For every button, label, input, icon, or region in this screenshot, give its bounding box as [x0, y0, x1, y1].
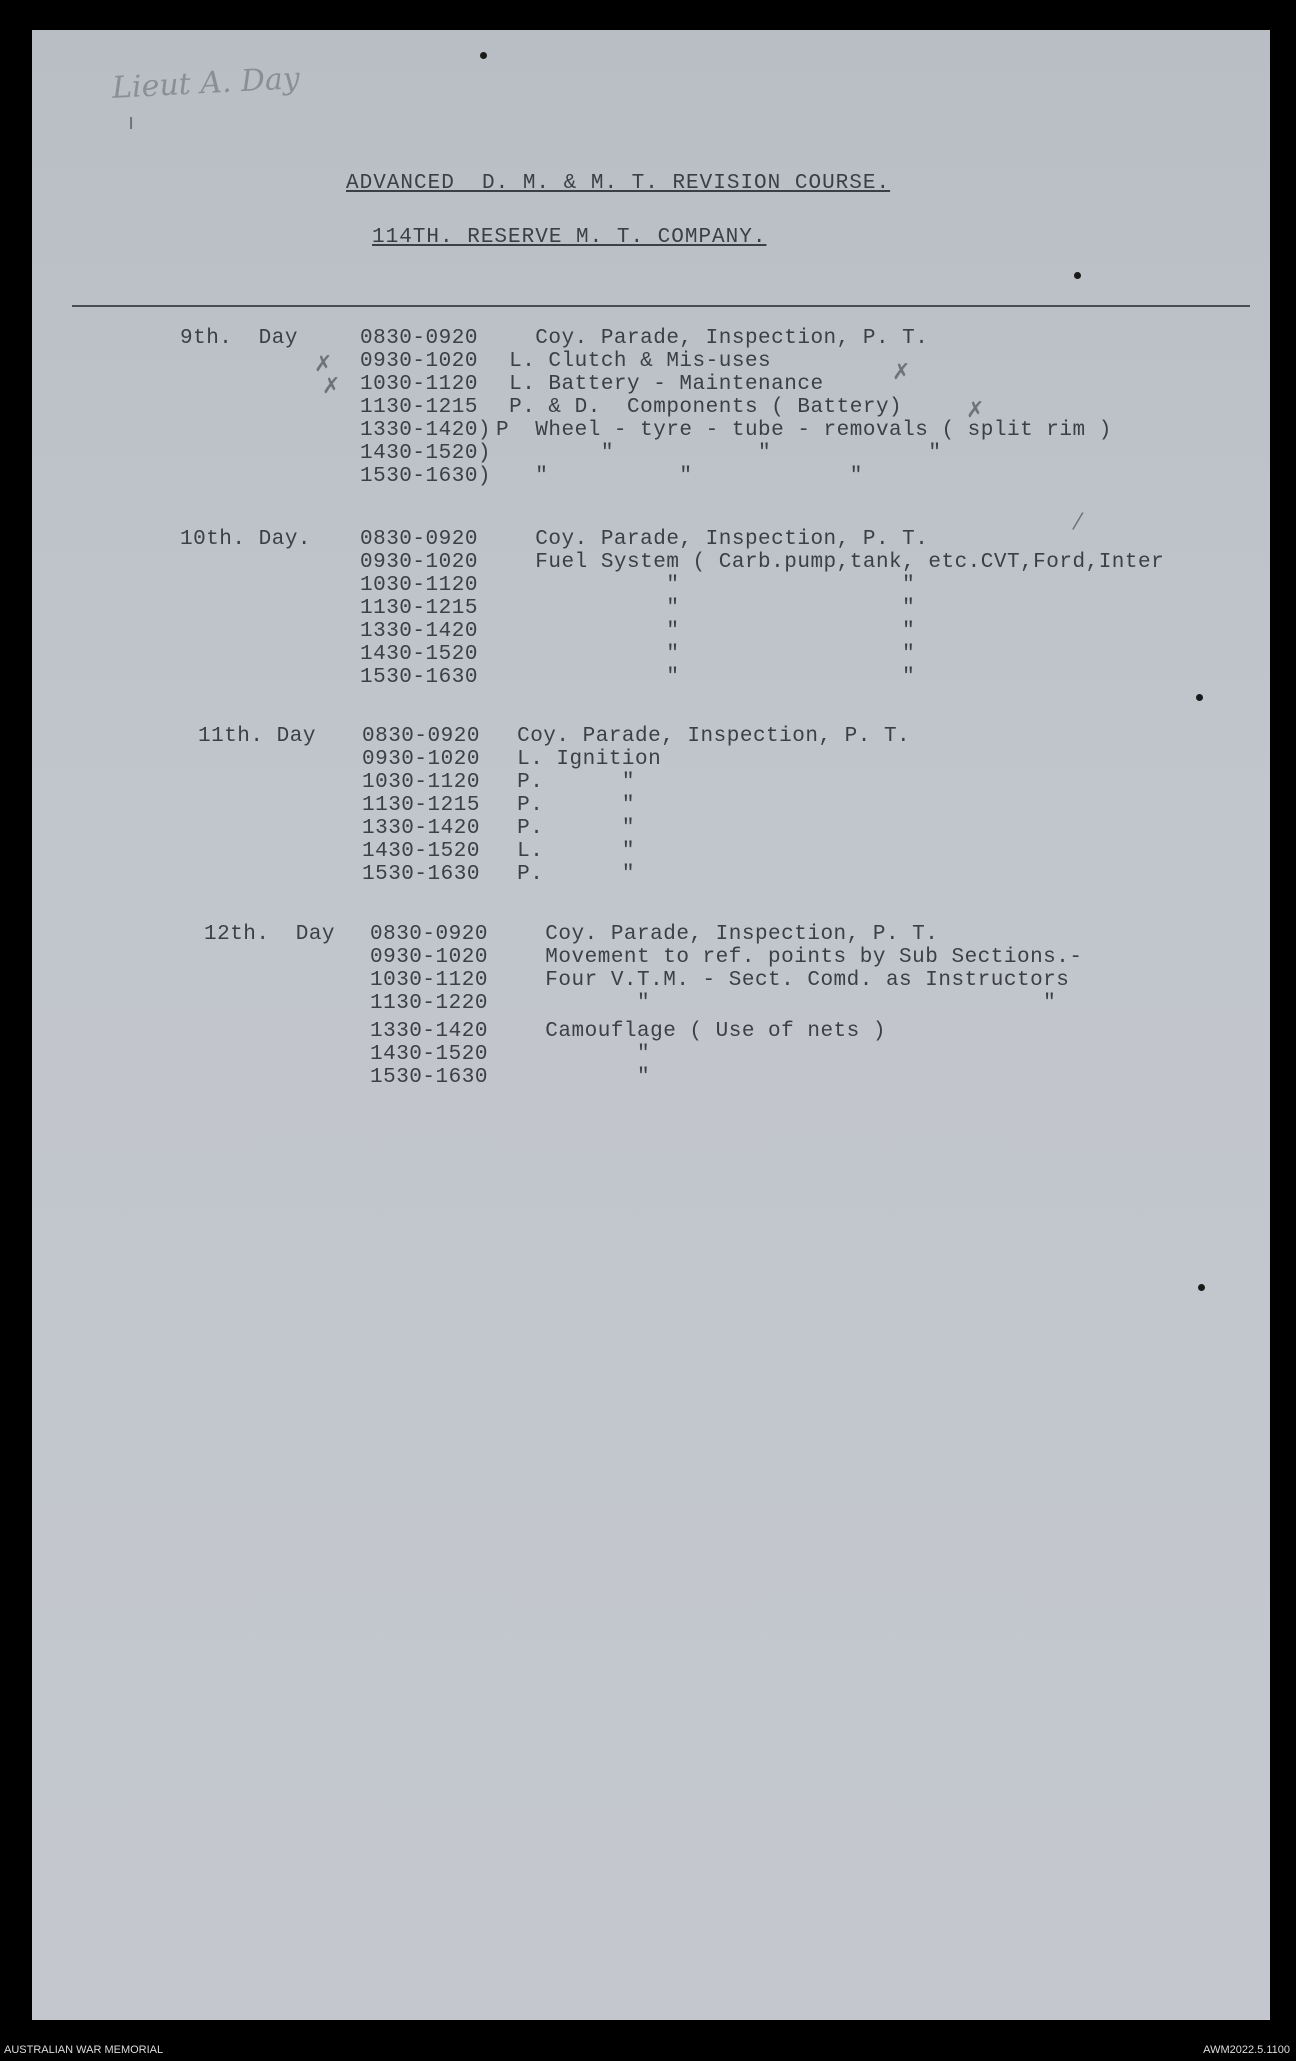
schedule-time: 1430-1520 [360, 643, 478, 666]
schedule-time: 1030-1120 [362, 771, 480, 794]
schedule-time: 0930-1020 [360, 350, 478, 373]
pencil-cross-mark: ✗ [892, 360, 911, 385]
schedule-entry: " " [496, 597, 916, 620]
ink-speck [1074, 272, 1081, 279]
day-label: 10th. Day. [180, 528, 312, 551]
schedule-entry: P. & D. Components ( Battery) [496, 396, 903, 419]
pencil-tick-mark: ı [128, 110, 135, 135]
schedule-time: 1530-1630 [362, 863, 480, 886]
schedule-entry: Four V.T.M. - Sect. Comd. as Instructors [506, 969, 1070, 992]
schedule-entry: " " " [496, 465, 863, 488]
schedule-entry: " " [496, 666, 916, 689]
schedule-entry: L. Battery - Maintenance [496, 373, 824, 396]
pencil-cross-mark: ✗ [966, 398, 985, 423]
schedule-entry: " [506, 1043, 651, 1066]
header-divider [72, 305, 1250, 307]
schedule-time: 0930-1020 [370, 946, 488, 969]
schedule-time: 1330-1420) [360, 419, 492, 442]
schedule-time: 1430-1520 [370, 1043, 488, 1066]
schedule-time: 1530-1630 [360, 666, 478, 689]
schedule-entry: " " [506, 992, 1057, 1015]
document-title: ADVANCED D. M. & M. T. REVISION COURSE. [346, 172, 891, 195]
schedule-entry: P. " [504, 771, 636, 794]
schedule-time: 1130-1215 [360, 396, 478, 419]
schedule-entry: P. " [504, 817, 636, 840]
schedule-entry: P Wheel - tyre - tube - removals ( split rim ) [496, 419, 1112, 442]
schedule-time: 1330-1420 [360, 620, 478, 643]
schedule-entry: L. Ignition [504, 748, 662, 771]
schedule-time: 0830-0920 [362, 725, 480, 748]
schedule-time: 1130-1220 [370, 992, 488, 1015]
schedule-time: 1330-1420 [370, 1020, 488, 1043]
schedule-time: 0830-0920 [360, 528, 478, 551]
schedule-time: 0930-1020 [360, 551, 478, 574]
schedule-entry: Camouflage ( Use of nets ) [506, 1020, 886, 1043]
schedule-entry: Movement to ref. points by Sub Sections.- [506, 946, 1083, 969]
schedule-time: 1130-1215 [360, 597, 478, 620]
schedule-entry: Fuel System ( Carb.pump,tank, etc.CVT,Ford,Inter [496, 551, 1165, 574]
ink-speck [480, 52, 487, 59]
ink-speck [1198, 1284, 1205, 1291]
schedule-entry: " " [496, 620, 916, 643]
schedule-time: 1530-1630 [370, 1066, 488, 1089]
document-subtitle: 114TH. RESERVE M. T. COMPANY. [372, 226, 767, 249]
pencil-cross-mark: ✗ [322, 374, 341, 399]
schedule-entry: L. " [504, 840, 636, 863]
schedule-time: 1530-1630) [360, 465, 492, 488]
schedule-time: 1030-1120 [360, 574, 478, 597]
ink-speck [1196, 694, 1203, 701]
day-label: 11th. Day [198, 725, 316, 748]
pencil-cross-mark: ✗ [314, 352, 333, 377]
pencil-tick-mark: ⁄ [1076, 510, 1080, 535]
day-label: 9th. Day [180, 327, 298, 350]
schedule-time: 0830-0920 [360, 327, 478, 350]
schedule-entry: " [506, 1066, 651, 1089]
schedule-time: 1430-1520 [362, 840, 480, 863]
schedule-entry: " " [496, 643, 916, 666]
schedule-entry: L. Clutch & Mis-uses [496, 350, 772, 373]
schedule-entry: Coy. Parade, Inspection, P. T. [496, 528, 929, 551]
schedule-entry: Coy. Parade, Inspection, P. T. [496, 327, 929, 350]
day-label: 12th. Day [204, 923, 336, 946]
schedule-time: 1330-1420 [362, 817, 480, 840]
footer-accession-number: AWM2022.5.1100 [1203, 2044, 1290, 2056]
schedule-time: 1030-1120 [360, 373, 478, 396]
schedule-entry: P. " [504, 794, 636, 817]
schedule-entry: Coy. Parade, Inspection, P. T. [504, 725, 911, 748]
schedule-entry: Coy. Parade, Inspection, P. T. [506, 923, 939, 946]
schedule-time: 1030-1120 [370, 969, 488, 992]
schedule-entry: P. " [504, 863, 636, 886]
schedule-time: 1130-1215 [362, 794, 480, 817]
handwritten-signature: Lieut A. Day [111, 61, 301, 106]
schedule-time: 1430-1520) [360, 442, 492, 465]
schedule-time: 0830-0920 [370, 923, 488, 946]
footer-institution: AUSTRALIAN WAR MEMORIAL [4, 2044, 164, 2056]
schedule-entry: " " " [496, 442, 942, 465]
schedule-entry: " " [496, 574, 916, 597]
schedule-time: 0930-1020 [362, 748, 480, 771]
